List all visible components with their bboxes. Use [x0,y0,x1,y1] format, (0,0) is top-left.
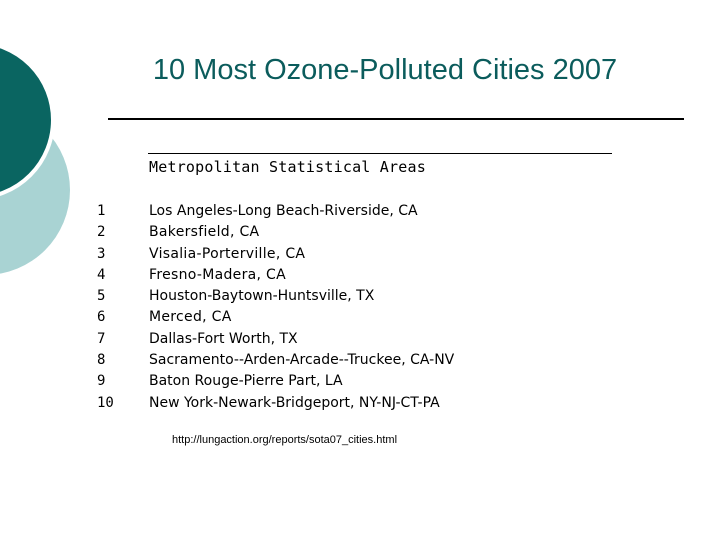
rank-cell: 7 [97,330,106,347]
city-cell: Houston-Baytown-Huntsville, TX [149,288,375,305]
rank-cell: 6 [97,309,106,326]
city-cell: Los Angeles-Long Beach-Riverside, CA [149,203,418,219]
city-column [149,201,454,414]
light-teal-circle [0,105,70,275]
city-cell: Fresno-Madera, CA [149,266,286,283]
city-cell: Sacramento--Arden-Arcade--Truckee, CA-NV [149,352,455,369]
rank-cell: 10 [97,394,114,411]
rank-cell: 3 [97,245,106,262]
table-header-rule [148,153,612,154]
rank-cell: 5 [97,288,106,305]
rank-cell: 4 [97,266,106,283]
rank-cell: 1 [97,203,106,219]
title-divider [108,118,684,120]
rank-column [97,201,127,414]
slide-title: 10 Most Ozone-Polluted Cities 2007 [152,54,618,86]
rank-cell: 8 [97,352,106,369]
city-cell: New York-Newark-Bridgeport, NY-NJ-CT-PA [149,394,440,411]
source-link[interactable]: http://lungaction.org/reports/sota07_cities.html [172,434,398,446]
rank-cell: 9 [97,373,106,390]
city-cell: Baton Rouge-Pierre Part, LA [149,373,343,390]
city-cell: Dallas-Fort Worth, TX [149,330,298,347]
city-cell: Visalia-Porterville, CA [149,245,306,262]
table-header: Metropolitan Statistical Areas [149,158,426,176]
city-cell: Merced, CA [149,309,232,326]
rank-cell: 2 [97,224,106,241]
city-cell: Bakersfield, CA [149,224,260,241]
